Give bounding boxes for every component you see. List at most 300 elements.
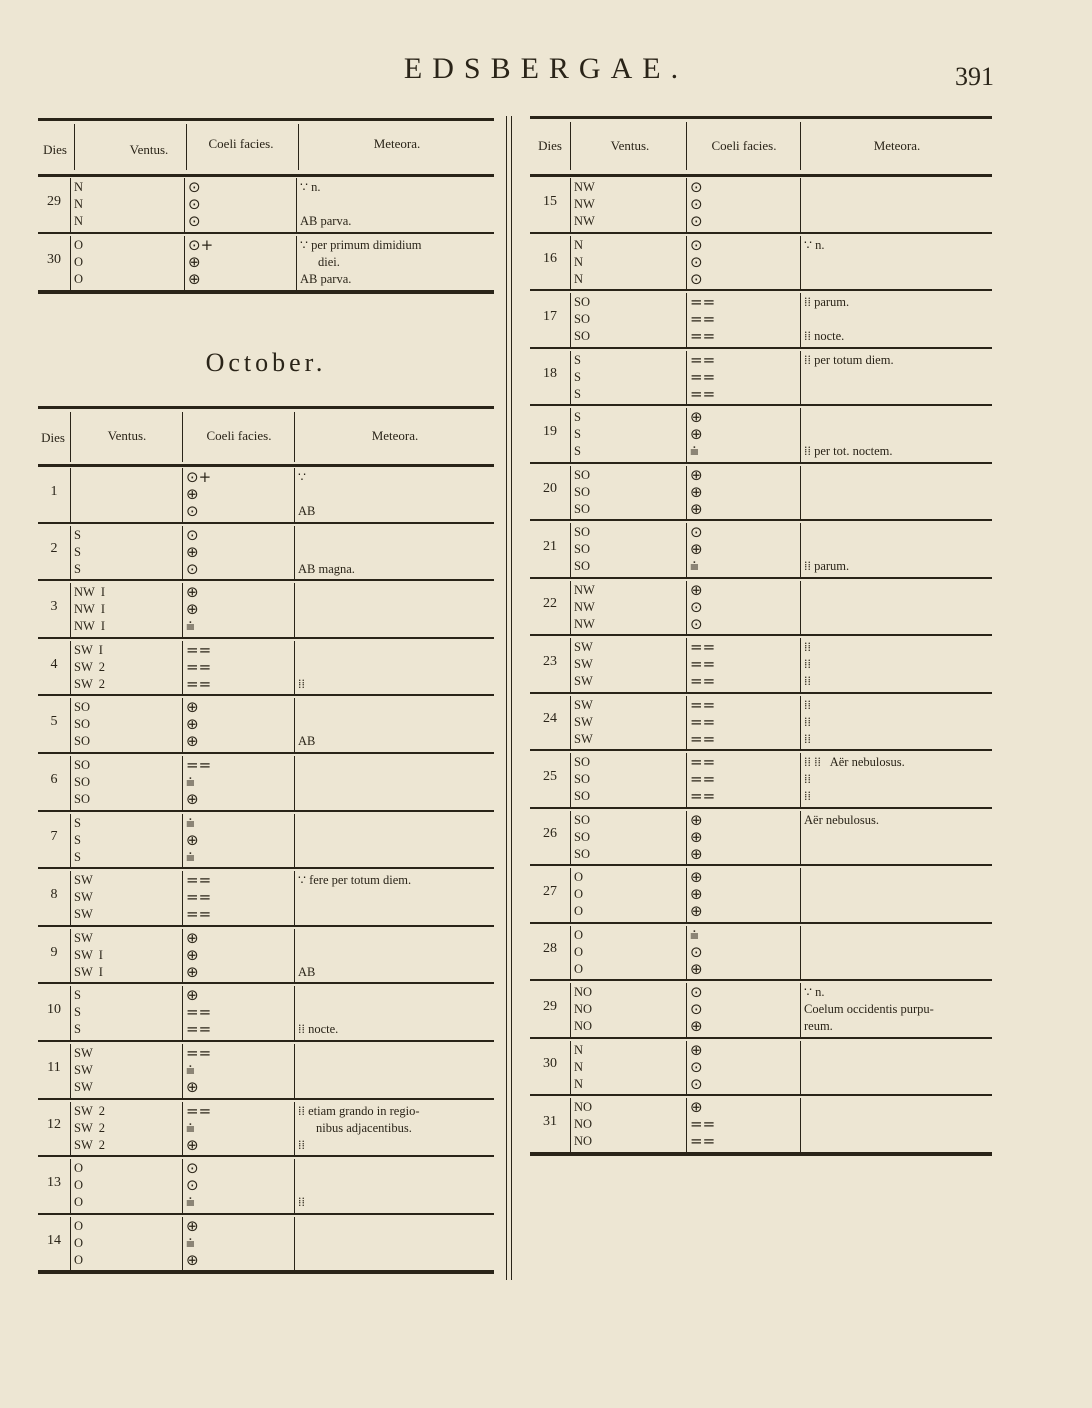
sky-symbol: ⊕: [186, 542, 199, 561]
column-divider: [686, 236, 687, 290]
wind-cell: SW: [574, 674, 593, 688]
table-row-day-6: [38, 754, 494, 812]
meteora-note: ⁞⁞: [804, 697, 811, 712]
sky-symbol: ⊙: [690, 212, 703, 230]
sky-symbol: ==: [186, 756, 212, 774]
header-divider: [70, 412, 71, 462]
wind-cell: SO: [574, 846, 590, 861]
column-divider: [800, 293, 801, 347]
meteora-note: ∵ per primum dimidium: [300, 238, 422, 252]
day-number: 31: [543, 1113, 557, 1129]
column-divider: [686, 638, 687, 692]
table-bottom-rule: [530, 1154, 992, 1156]
wind-cell: SO: [74, 700, 90, 715]
header-coeli: Coeli facies.: [711, 138, 777, 153]
sky-symbol: ⊙: [690, 1000, 703, 1018]
column-divider: [686, 1098, 687, 1152]
column-divider: [294, 929, 295, 983]
day-number: 15: [543, 193, 557, 209]
wind-cell: NW: [574, 599, 595, 614]
sky-symbol: ⊕: [186, 1078, 199, 1096]
table-row-day-30: [530, 1039, 992, 1097]
column-divider: [800, 178, 801, 232]
column-divider: [70, 814, 71, 868]
wind-cell: SO: [74, 792, 90, 806]
wind-cell: SW I: [74, 964, 103, 979]
column-divider: [686, 581, 687, 635]
column-divider: [182, 1044, 183, 1098]
day-number: 10: [47, 1002, 61, 1018]
wind-cell: N: [74, 214, 84, 228]
sky-symbol: ⊕: [186, 962, 199, 981]
column-divider: [182, 1217, 183, 1271]
sky-symbol: ⊙: [690, 252, 703, 271]
sky-symbol: ⩧: [186, 1233, 195, 1252]
column-divider: [570, 581, 571, 635]
wind-cell: SW 2: [74, 1120, 106, 1135]
day-number: 20: [543, 481, 557, 497]
wind-cell: S: [74, 544, 81, 559]
sky-symbol: ⊕: [186, 1250, 199, 1269]
table-row-day-29: [530, 981, 992, 1039]
sky-symbol: ==: [690, 367, 716, 386]
header-divider: [686, 122, 687, 170]
table-row-day-24: [530, 694, 992, 752]
wind-cell: SW: [74, 873, 93, 888]
meteora-note: ⁞⁞: [804, 772, 811, 786]
day-number: 30: [47, 252, 61, 267]
column-divider: [800, 408, 801, 462]
column-divider: [294, 1044, 295, 1098]
meteora-note: ⁞⁞ per tot. noctem.: [804, 444, 893, 458]
day-number: 24: [543, 711, 557, 727]
wind-cell: NW I: [74, 619, 106, 634]
wind-cell: O: [74, 1178, 84, 1193]
wind-cell: O: [74, 1161, 84, 1176]
sky-symbol: ⊙: [188, 212, 201, 230]
sky-symbol: ==: [186, 674, 212, 693]
table-bottom-rule: [38, 1272, 494, 1274]
wind-cell: NW I: [74, 585, 106, 600]
meteora-note: Coelum occidentis purpu-: [804, 1002, 934, 1016]
wind-cell: NO: [574, 1019, 593, 1033]
wind-cell: S: [74, 849, 81, 864]
sky-symbol: ⊕: [186, 485, 199, 503]
sky-symbol: ⊙: [690, 1074, 703, 1093]
column-divider: [506, 116, 512, 1280]
header-coeli: Coeli facies.: [208, 136, 274, 151]
meteora-note: reum.: [804, 1019, 833, 1033]
column-divider: [70, 986, 71, 1040]
sky-symbol: ==: [690, 310, 716, 328]
sky-symbol: ⊕: [186, 986, 199, 1005]
meteora-note: diei.: [318, 255, 340, 269]
table-row-day-23: [530, 636, 992, 694]
wind-cell: SW: [574, 657, 593, 671]
column-divider: [800, 926, 801, 980]
table-row-day-30: [38, 234, 494, 292]
column-divider: [182, 814, 183, 868]
table-row-day-31: [530, 1096, 992, 1154]
meteora-note: ⁞⁞: [804, 731, 811, 746]
wind-cell: N: [74, 180, 84, 194]
meteora-note: ⁞⁞ etiam grando in regio-: [298, 1103, 420, 1118]
day-number: 6: [50, 771, 58, 787]
sky-symbol: ⊙: [690, 195, 703, 213]
sky-symbol: ==: [186, 640, 212, 659]
sky-symbol: ==: [690, 638, 716, 656]
table-row-day-20: [530, 464, 992, 522]
column-divider: [570, 638, 571, 692]
header-meteora: Meteora.: [371, 428, 419, 443]
meteora-note: ⁞⁞: [298, 1137, 305, 1152]
day-number: 18: [543, 366, 557, 382]
header-divider: [186, 124, 187, 170]
table-bottom-rule: [38, 292, 494, 294]
wind-cell: NW: [574, 214, 595, 228]
sky-symbol: ⊕: [690, 1040, 703, 1059]
table-row-day-19: [530, 406, 992, 464]
table-row-day-13: [38, 1157, 494, 1215]
wind-cell: SW: [74, 930, 93, 945]
header-divider: [74, 124, 75, 170]
meteora-note: ⁞⁞: [804, 714, 811, 729]
sky-symbol: ==: [186, 1020, 212, 1039]
wind-cell: SO: [74, 717, 90, 732]
sky-symbol: ⊕: [188, 253, 201, 271]
column-divider: [294, 641, 295, 695]
column-divider: [686, 753, 687, 807]
day-number: 29: [543, 998, 557, 1014]
column-divider: [800, 581, 801, 635]
day-number: 27: [543, 883, 557, 899]
column-divider: [182, 871, 183, 925]
wind-cell: SW: [74, 1063, 93, 1077]
wind-cell: O: [74, 1235, 84, 1250]
day-number: 8: [50, 886, 58, 902]
column-divider: [182, 583, 183, 637]
sky-symbol: ==: [186, 1003, 212, 1022]
sky-symbol: ⊙: [690, 269, 703, 288]
header-divider: [800, 122, 801, 170]
column-divider: [294, 526, 295, 580]
sky-symbol: ==: [186, 871, 212, 890]
column-divider: [686, 868, 687, 922]
sky-symbol: ⊙: [186, 502, 199, 520]
column-divider: [570, 1041, 571, 1095]
right-column: [530, 0, 992, 1408]
table-row-day-11: [38, 1042, 494, 1100]
wind-cell: SO: [74, 758, 90, 772]
sky-symbol: ⊙: [188, 195, 201, 213]
wind-cell: O: [574, 944, 584, 959]
header-dies: Dies: [43, 142, 67, 157]
column-divider: [800, 351, 801, 405]
header-coeli: Coeli facies.: [206, 428, 272, 443]
sky-symbol: ⩧: [186, 1118, 195, 1137]
wind-cell: SW: [574, 731, 593, 746]
sky-symbol: ==: [690, 327, 716, 345]
column-divider: [70, 1217, 71, 1271]
column-divider: [570, 293, 571, 347]
column-divider: [182, 929, 183, 983]
sky-symbol: ⩧: [186, 847, 195, 866]
sky-symbol: ⊕: [690, 482, 703, 501]
table-row-day-7: [38, 812, 494, 870]
table-row-day-1: [38, 466, 494, 524]
wind-cell: SW I: [74, 642, 103, 657]
meteora-note: ⁞⁞: [298, 1195, 305, 1210]
meteora-note: ∵ fere per totum diem.: [298, 873, 412, 888]
day-number: 4: [50, 656, 58, 672]
column-divider: [184, 178, 185, 232]
wind-cell: O: [74, 238, 84, 252]
sky-symbol: ⩧: [186, 1193, 195, 1212]
sky-symbol: ⩧: [690, 925, 699, 944]
wind-cell: O: [574, 927, 584, 942]
sky-symbol: ⊕: [186, 790, 199, 808]
sky-symbol: ⊕: [690, 885, 703, 903]
sky-symbol: ⊕: [690, 465, 703, 484]
header-divider: [298, 124, 299, 170]
sky-symbol: ⊕: [186, 1135, 199, 1154]
wind-cell: SO: [574, 829, 590, 844]
sky-symbol: ⊙: [188, 178, 201, 196]
wind-cell: NO: [574, 985, 593, 999]
wind-cell: NW I: [74, 602, 106, 617]
wind-cell: S: [574, 444, 581, 458]
wind-cell: SO: [574, 559, 590, 573]
meteora-note: ∵ n.: [804, 985, 825, 999]
column-divider: [70, 1159, 71, 1213]
column-divider: [686, 926, 687, 980]
column-divider: [70, 583, 71, 637]
column-divider: [800, 983, 801, 1037]
table-row-day-17: [530, 291, 992, 349]
table-top-rule: [38, 406, 494, 409]
wind-cell: O: [574, 961, 584, 976]
meteora-note: ⁞⁞ per totum diem.: [804, 352, 894, 367]
sky-symbol: ⊕: [690, 868, 703, 886]
column-divider: [686, 178, 687, 232]
wind-cell: O: [74, 255, 84, 269]
meteora-note: ⁞⁞: [804, 789, 811, 803]
wind-cell: NO: [574, 1002, 593, 1016]
wind-cell: NW: [574, 616, 595, 631]
column-divider: [70, 929, 71, 983]
wind-cell: SW: [74, 1046, 93, 1060]
wind-cell: SO: [574, 484, 590, 499]
wind-cell: SW I: [74, 947, 103, 962]
column-divider: [296, 178, 297, 232]
meteora-note: ⁞⁞: [804, 657, 811, 671]
column-divider: [800, 523, 801, 577]
column-divider: [70, 236, 71, 290]
table-row-day-28: [530, 924, 992, 982]
column-divider: [686, 1041, 687, 1095]
meteora-note: ⁞⁞ ⁞⁞ Aër nebulosus.: [804, 755, 905, 769]
meteora-note: ⁞⁞: [298, 676, 305, 691]
wind-cell: N: [574, 1059, 584, 1074]
header-ventus: Ventus.: [107, 428, 147, 443]
table-top-rule: [530, 116, 992, 119]
wind-cell: SO: [574, 755, 590, 769]
sky-symbol: ==: [690, 655, 716, 673]
wind-cell: O: [574, 887, 584, 901]
column-divider: [570, 236, 571, 290]
left-column: [38, 0, 494, 1408]
header-divider: [294, 412, 295, 462]
column-divider: [686, 696, 687, 750]
sky-symbol: ==: [690, 770, 716, 788]
header-meteora: Meteora.: [873, 138, 921, 153]
table-row-day-9: [38, 927, 494, 985]
column-divider: [296, 236, 297, 290]
wind-cell: S: [74, 1022, 81, 1037]
wind-cell: S: [74, 561, 81, 576]
header-dies: Dies: [538, 138, 562, 153]
sky-symbol: ⊕: [690, 540, 703, 558]
column-divider: [294, 698, 295, 752]
meteora-note: ⁞⁞: [804, 640, 811, 654]
meteora-note: ⁞⁞: [804, 674, 811, 688]
column-divider: [70, 468, 71, 522]
wind-cell: N: [574, 254, 584, 269]
wind-cell: O: [574, 904, 584, 918]
column-divider: [294, 756, 295, 810]
day-number: 13: [47, 1174, 61, 1190]
header-dies: Dies: [41, 430, 65, 445]
column-divider: [184, 236, 185, 290]
meteora-note: AB parva.: [300, 272, 352, 286]
column-divider: [570, 408, 571, 462]
table-row-day-3: [38, 581, 494, 639]
meteora-note: ∵ n.: [300, 180, 321, 194]
column-divider: [800, 638, 801, 692]
day-number: 26: [543, 826, 557, 842]
column-divider: [686, 293, 687, 347]
sky-symbol: ⊕: [186, 1216, 199, 1235]
sky-symbol: ==: [690, 384, 716, 403]
column-divider: [294, 468, 295, 522]
column-divider: [686, 351, 687, 405]
column-divider: [570, 983, 571, 1037]
meteora-note: ⁞⁞ parum.: [804, 559, 850, 573]
column-divider: [294, 814, 295, 868]
day-number: 22: [543, 596, 557, 612]
wind-cell: S: [574, 369, 581, 384]
column-divider: [70, 641, 71, 695]
wind-cell: SW: [574, 714, 593, 729]
day-number: 28: [543, 941, 557, 957]
wind-cell: S: [74, 988, 81, 1003]
wind-cell: SO: [74, 775, 90, 789]
meteora-note: AB parva.: [300, 214, 352, 228]
sky-symbol: ==: [690, 729, 716, 748]
wind-cell: O: [74, 1195, 84, 1210]
wind-cell: SW 2: [74, 1103, 106, 1118]
table-row-day-26: [530, 809, 992, 867]
column-divider: [800, 868, 801, 922]
column-divider: [570, 696, 571, 750]
day-number: 7: [50, 829, 58, 845]
day-number: 14: [47, 1232, 61, 1248]
sky-symbol: ⊕: [186, 928, 199, 947]
column-divider: [182, 641, 183, 695]
column-divider: [70, 526, 71, 580]
wind-cell: SW: [574, 697, 593, 712]
table-row-day-27: [530, 866, 992, 924]
sky-symbol: ⊙: [186, 1159, 199, 1178]
sky-symbol: ==: [690, 1115, 716, 1133]
wind-cell: S: [74, 527, 81, 542]
column-divider: [686, 408, 687, 462]
day-number: 1: [50, 483, 58, 499]
sky-symbol: ⊙: [690, 1057, 703, 1076]
column-divider: [182, 1102, 183, 1156]
wind-cell: SW 2: [74, 659, 106, 674]
column-divider: [686, 983, 687, 1037]
column-divider: [182, 698, 183, 752]
wind-cell: SO: [574, 312, 590, 326]
day-number: 11: [47, 1059, 61, 1075]
day-number: 17: [543, 308, 557, 324]
wind-cell: O: [574, 870, 584, 884]
meteora-note: ⁞⁞ nocte.: [298, 1022, 339, 1037]
sky-symbol: ⊙+: [188, 236, 214, 254]
day-number: 16: [543, 251, 557, 267]
column-divider: [182, 1159, 183, 1213]
sky-symbol: ⊕: [186, 945, 199, 964]
sky-symbol: ⊕: [690, 425, 703, 443]
sky-symbol: ⊙: [186, 525, 199, 544]
sky-symbol: ⊕: [186, 600, 199, 619]
day-number: 21: [543, 538, 557, 554]
wind-cell: N: [574, 271, 584, 286]
meteora-note: nibus adjacentibus.: [316, 1120, 412, 1135]
column-divider: [686, 523, 687, 577]
table-row-day-10: [38, 984, 494, 1042]
sky-symbol: ==: [186, 1044, 212, 1062]
wind-cell: SO: [574, 772, 590, 786]
sky-symbol: ⊙: [690, 614, 703, 633]
column-divider: [570, 523, 571, 577]
sky-symbol: ==: [690, 753, 716, 771]
column-divider: [182, 756, 183, 810]
column-divider: [70, 1102, 71, 1156]
wind-cell: S: [574, 427, 581, 441]
table-row-day-4: [38, 639, 494, 697]
column-divider: [800, 811, 801, 865]
column-divider: [70, 178, 71, 232]
column-divider: [182, 526, 183, 580]
column-divider: [294, 986, 295, 1040]
sky-symbol: ⊙: [186, 1176, 199, 1195]
sky-symbol: ⊕: [188, 270, 201, 288]
column-divider: [800, 696, 801, 750]
day-number: 5: [50, 714, 58, 730]
day-number: 23: [543, 653, 557, 669]
wind-cell: SO: [574, 329, 590, 343]
column-divider: [570, 178, 571, 232]
sky-symbol: ⊕: [690, 1098, 703, 1116]
column-divider: [570, 466, 571, 520]
sky-symbol: ⊕: [690, 499, 703, 518]
sky-symbol: ⊙: [690, 523, 703, 541]
wind-cell: N: [574, 237, 584, 252]
table-row-day-25: [530, 751, 992, 809]
header-ventus: Ventus.: [610, 138, 650, 153]
